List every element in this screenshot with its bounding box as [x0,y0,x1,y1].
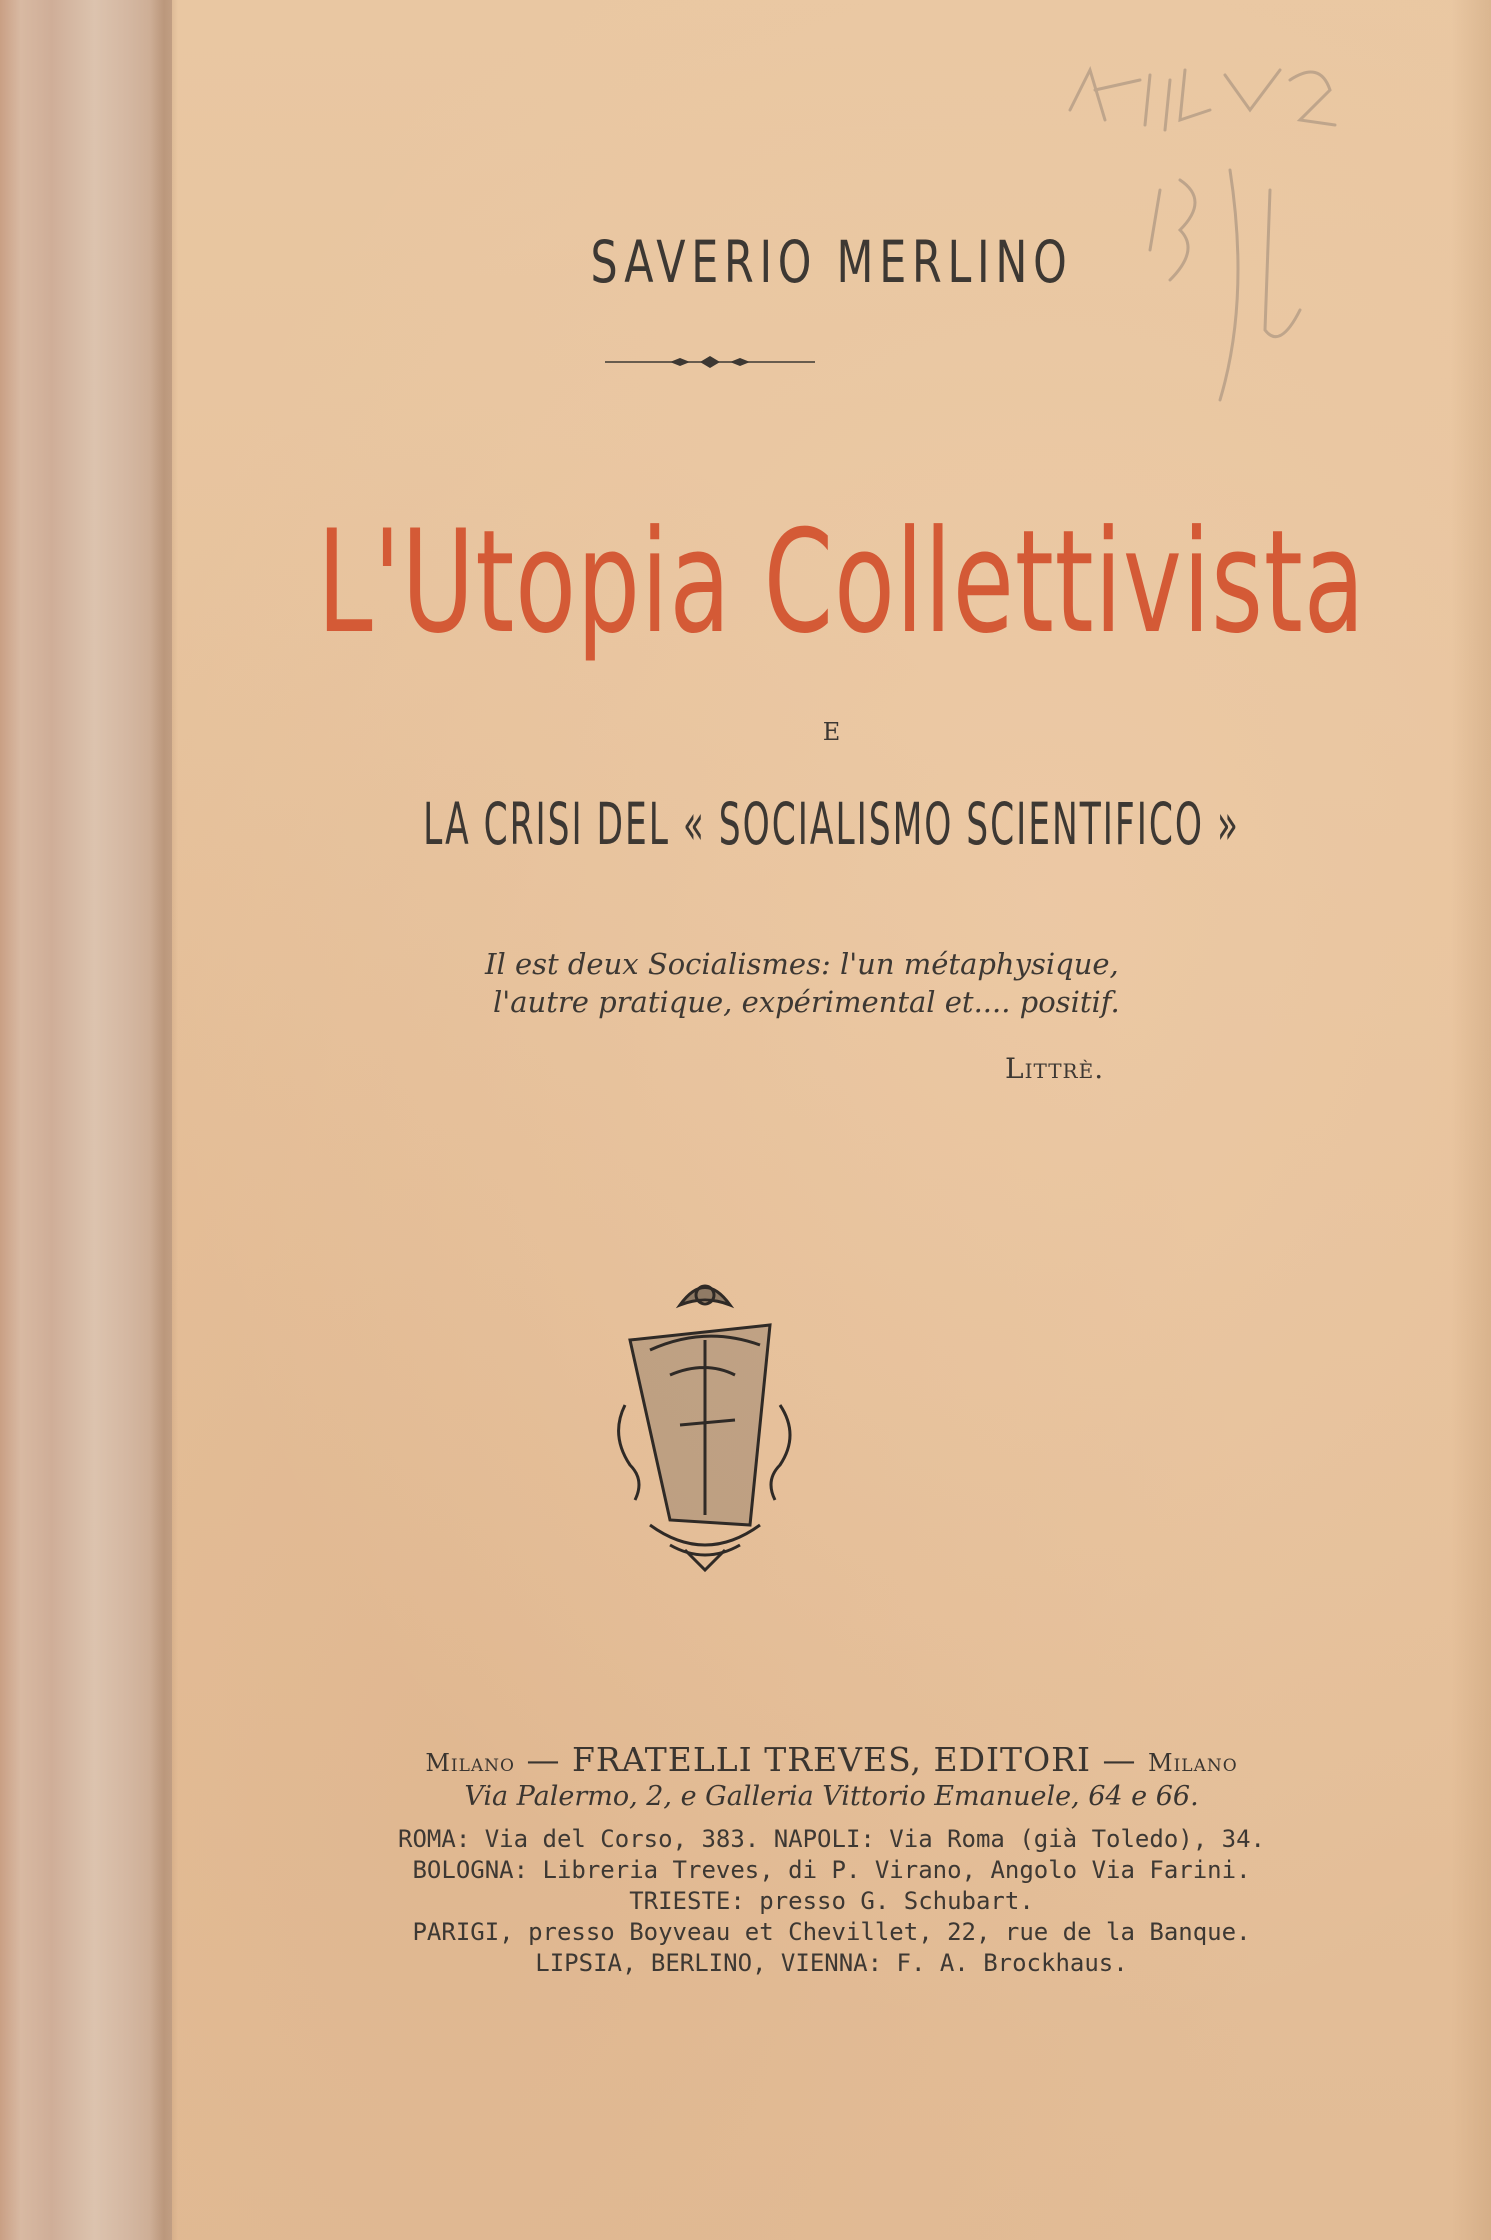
branch-line: PARIGI, presso Boyveau et Chevillet, 22, rue de la Banque. [412,1918,1251,1946]
branch-list [172,1824,1491,1979]
conjunction-text: E [822,718,841,746]
publisher-address: Via Palermo, 2, e Galleria Vittorio Emanuele, 64 e 66. [464,1781,1199,1812]
branch-line: ROMA: Via del Corso, 383. NAPOLI: Via Roma (già Toledo), 34. [398,1825,1265,1853]
epigraph-line-1: Il est deux Socialismes: l'un métaphysique, [485,947,1119,981]
branch-line: BOLOGNA: Libreria Treves, di P. Virano, Angolo Via Farini. [412,1856,1251,1884]
city-left: Milano [425,1749,515,1777]
branch-line: LIPSIA, BERLINO, VIENNA: F. A. Brockhaus. [535,1949,1128,1977]
publisher-line [172,1740,1491,1779]
epigraph [485,945,1245,1021]
imprint-block [172,1740,1491,1979]
author-name: SAVERIO MERLINO [590,228,1073,296]
publisher-monogram-icon [610,1265,800,1575]
epigraph-attribution: Littrè. [1005,1052,1105,1085]
epigraph-line-2: l'autre pratique, expérimental et.... positif. [493,985,1120,1019]
publisher-name: — FRATELLI TREVES, EDITORI — [526,1740,1137,1779]
book-title: L'Utopia Collettivista [317,500,1366,665]
divider-ornament [600,350,820,374]
city-right: Milano [1148,1749,1238,1777]
branch-line: TRIESTE: presso G. Schubart. [629,1887,1034,1915]
book-subtitle: LA CRISI DEL « SOCIALISMO SCIENTIFICO » [423,790,1240,858]
book-spine [0,0,172,2240]
